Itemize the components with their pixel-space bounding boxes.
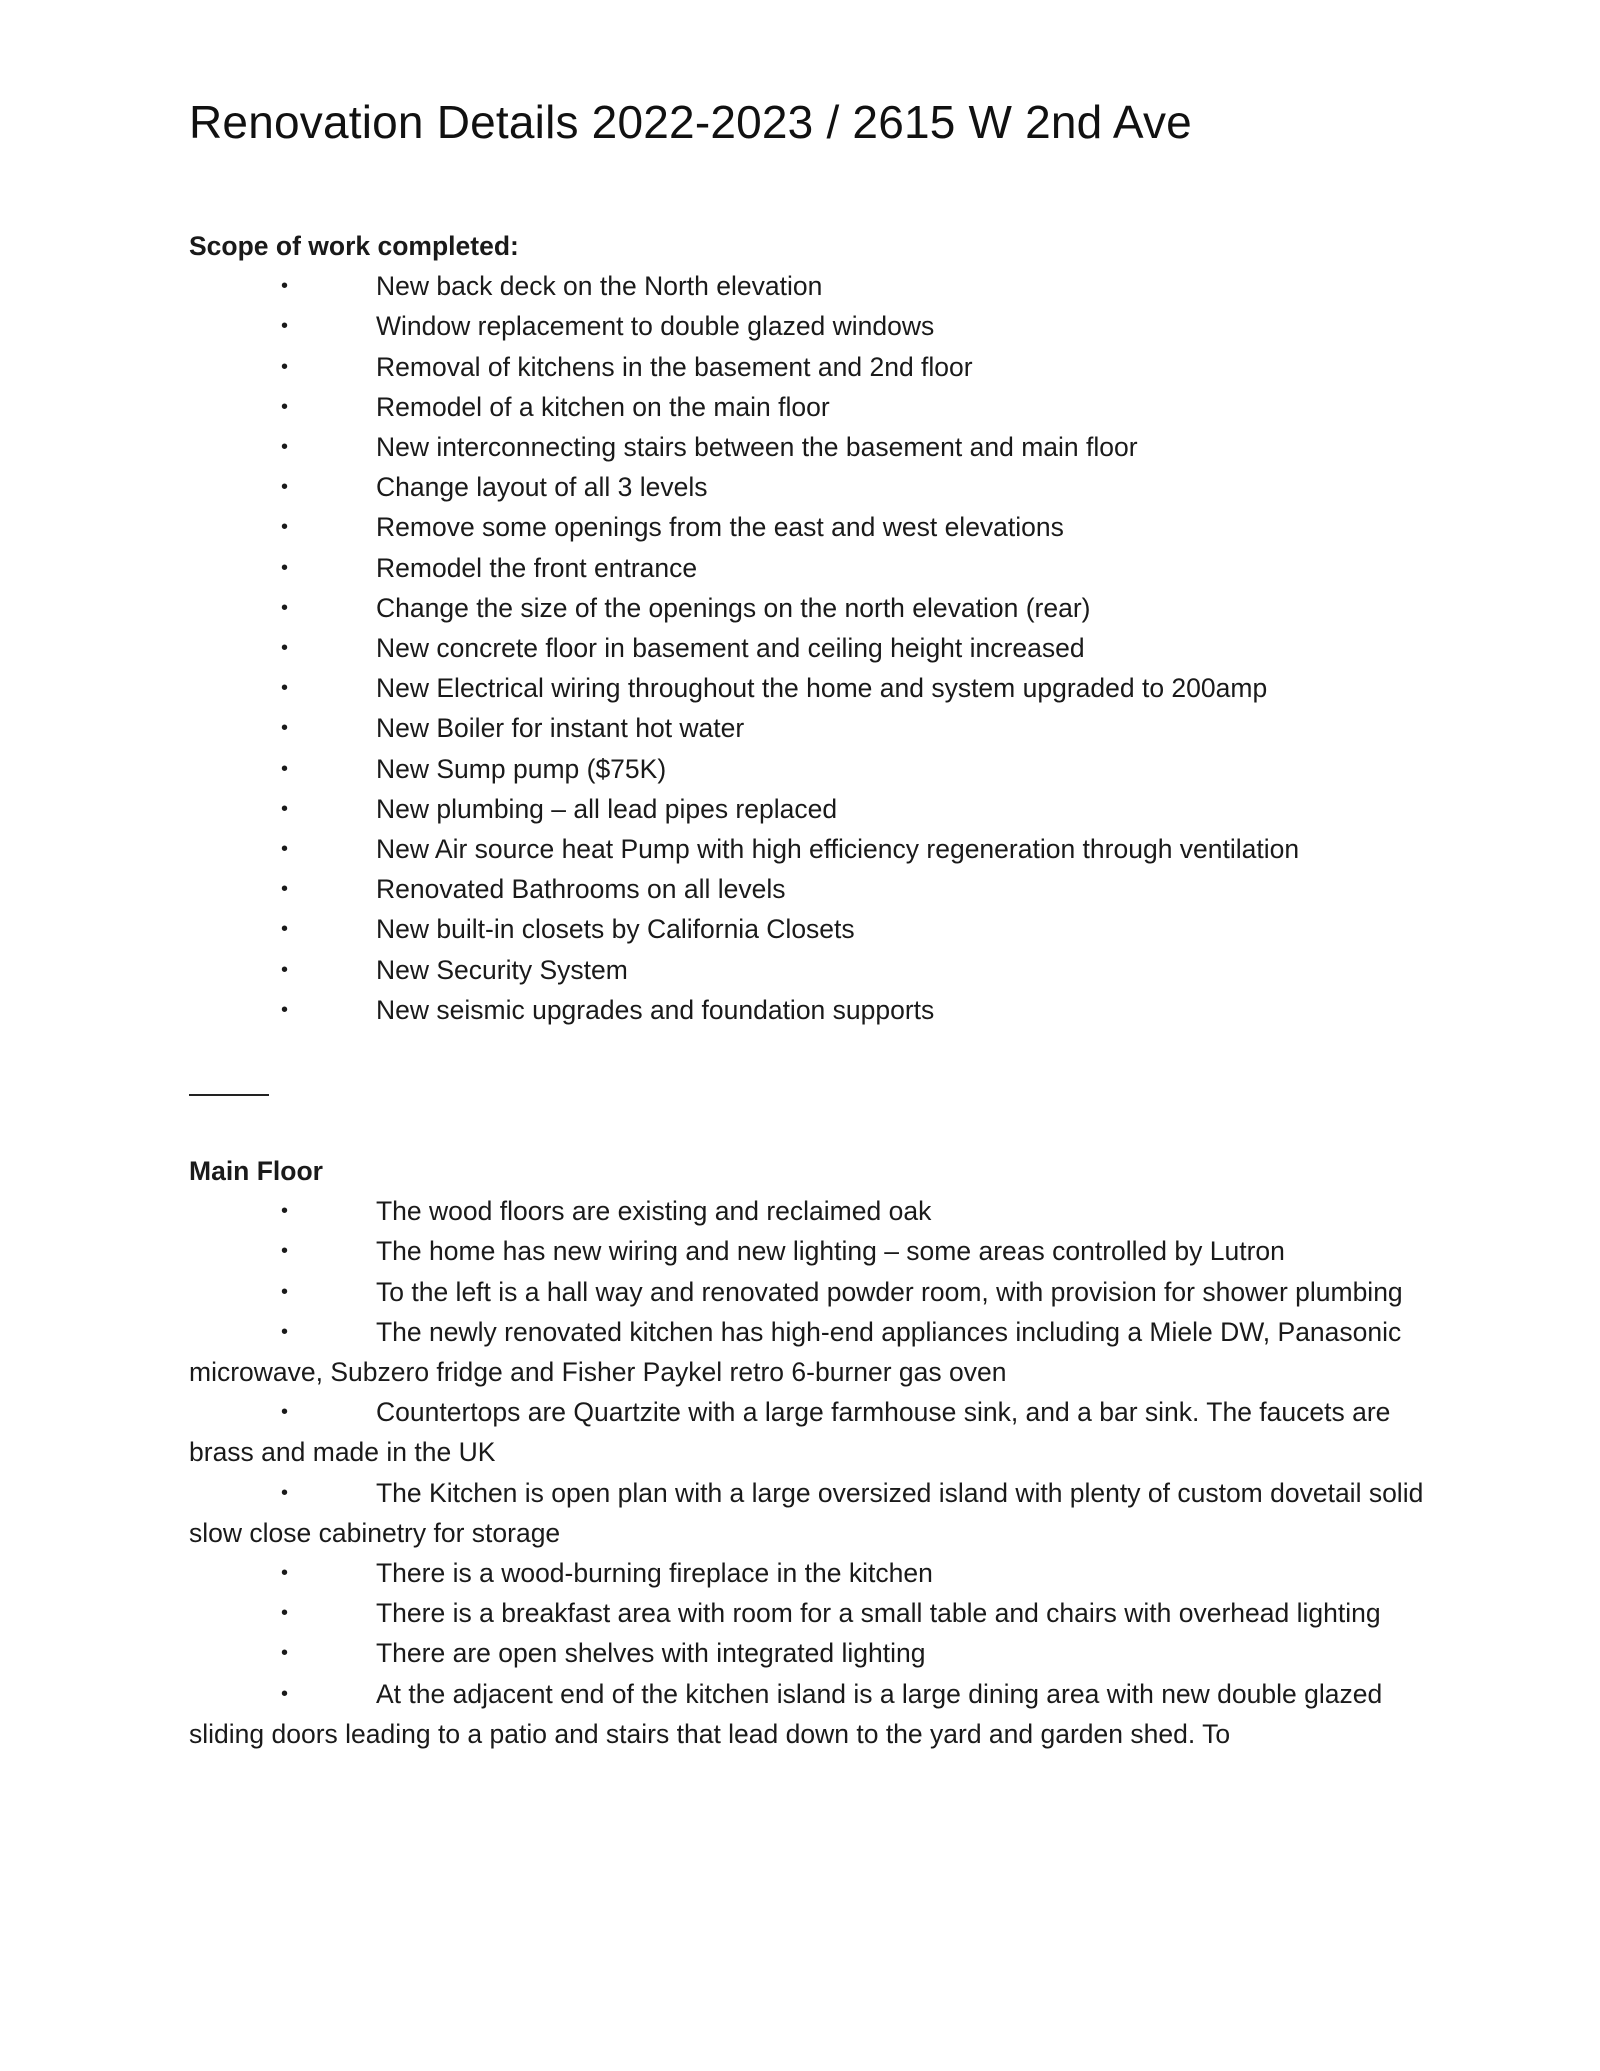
- list-item: [189, 829, 1439, 869]
- list-item-text: At the adjacent end of the kitchen island is a large dining area with new double glazed sliding doors leading to a patio and stairs that lead down to the yard and garden shed. To: [189, 1678, 1383, 1749]
- bullet-icon: •: [281, 1602, 289, 1625]
- bullet-icon: •: [281, 355, 289, 378]
- list-item-text: Remodel the front entrance: [376, 552, 698, 583]
- bullet-icon: •: [281, 476, 289, 499]
- list-item: [189, 427, 1439, 467]
- list-item: [189, 789, 1439, 829]
- section-divider: [189, 1094, 269, 1096]
- list-item: [189, 1272, 1439, 1312]
- bullet-icon: •: [281, 918, 289, 941]
- list-item-text: The Kitchen is open plan with a large oversized island with plenty of custom dovetail solid slow close cabinetry for storage: [189, 1477, 1424, 1548]
- list-item-text: There are open shelves with integrated lighting: [376, 1638, 926, 1669]
- main-floor-list: [189, 1191, 1439, 1754]
- list-item: [189, 1191, 1439, 1231]
- bullet-icon: •: [281, 1200, 289, 1223]
- bullet-icon: •: [281, 395, 289, 418]
- list-item: [189, 1312, 1439, 1392]
- list-item-text: Remove some openings from the east and west elevations: [376, 512, 1064, 543]
- list-item-text: Remodel of a kitchen on the main floor: [376, 391, 830, 422]
- list-item: [189, 507, 1439, 547]
- list-item: [189, 1553, 1439, 1593]
- list-item: [189, 708, 1439, 748]
- main-floor-section: [189, 1151, 1439, 1754]
- bullet-icon: •: [281, 1240, 289, 1263]
- bullet-icon: •: [281, 1280, 289, 1303]
- bullet-icon: •: [281, 516, 289, 539]
- list-item-text: New Boiler for instant hot water: [376, 713, 745, 744]
- bullet-icon: •: [281, 998, 289, 1021]
- list-item: [189, 1633, 1439, 1673]
- scope-section: [189, 226, 1439, 1030]
- list-item-text: New Sump pump ($75K): [376, 753, 667, 784]
- bullet-icon: •: [281, 637, 289, 660]
- bullet-icon: •: [281, 958, 289, 981]
- list-item: [189, 387, 1439, 427]
- list-item: [189, 548, 1439, 588]
- scope-list: [189, 266, 1439, 1030]
- list-item: [189, 1674, 1439, 1754]
- scope-heading: Scope of work completed:: [189, 231, 519, 261]
- list-item: [189, 668, 1439, 708]
- list-item: [189, 909, 1439, 949]
- list-item: [189, 1392, 1439, 1472]
- bullet-icon: •: [281, 838, 289, 861]
- list-item: [189, 467, 1439, 507]
- list-item: [189, 628, 1439, 668]
- bullet-icon: •: [281, 596, 289, 619]
- main-floor-heading: Main Floor: [189, 1156, 323, 1186]
- list-item-text: There is a wood-burning fireplace in the kitchen: [376, 1558, 933, 1589]
- bullet-icon: •: [281, 315, 289, 338]
- list-item-text: New built-in closets by California Closets: [376, 914, 855, 945]
- list-item-text: Renovated Bathrooms on all levels: [376, 874, 786, 905]
- list-item-text: Change layout of all 3 levels: [376, 472, 708, 503]
- list-item: [189, 1593, 1439, 1633]
- list-item-text: Window replacement to double glazed windows: [376, 311, 935, 342]
- list-item-text: To the left is a hall way and renovated powder room, with provision for shower plumbing: [376, 1276, 1403, 1307]
- list-item: [189, 1231, 1439, 1271]
- list-item-text: New seismic upgrades and foundation supports: [376, 994, 935, 1025]
- list-item-text: New plumbing – all lead pipes replaced: [376, 793, 838, 824]
- bullet-icon: •: [281, 717, 289, 740]
- list-item-text: Countertops are Quartzite with a large farmhouse sink, and a bar sink. The faucets are brass and made in the UK: [189, 1397, 1391, 1468]
- list-item: [189, 869, 1439, 909]
- bullet-icon: •: [281, 556, 289, 579]
- bullet-icon: •: [281, 1642, 289, 1665]
- list-item-text: Change the size of the openings on the north elevation (rear): [376, 592, 1091, 623]
- bullet-icon: •: [281, 1562, 289, 1585]
- list-item: [189, 749, 1439, 789]
- list-item-text: Removal of kitchens in the basement and 2nd floor: [376, 351, 973, 382]
- bullet-icon: •: [281, 1320, 289, 1343]
- bullet-icon: •: [281, 797, 289, 820]
- list-item: [189, 1473, 1439, 1553]
- bullet-icon: •: [281, 757, 289, 780]
- list-item-text: The wood floors are existing and reclaimed oak: [376, 1196, 932, 1227]
- bullet-icon: •: [281, 1401, 289, 1424]
- list-item: [189, 306, 1439, 346]
- bullet-icon: •: [281, 677, 289, 700]
- list-item-text: New Security System: [376, 954, 628, 985]
- list-item-text: New concrete floor in basement and ceiling height increased: [376, 633, 1085, 664]
- list-item: [189, 347, 1439, 387]
- list-item: [189, 588, 1439, 628]
- list-item-text: New Electrical wiring throughout the home and system upgraded to 200amp: [376, 673, 1268, 704]
- list-item-text: New interconnecting stairs between the basement and main floor: [376, 432, 1138, 463]
- bullet-icon: •: [281, 1682, 289, 1705]
- bullet-icon: •: [281, 878, 289, 901]
- list-item-text: New back deck on the North elevation: [376, 271, 823, 302]
- bullet-icon: •: [281, 1481, 289, 1504]
- list-item-text: The home has new wiring and new lighting – some areas controlled by Lutron: [376, 1236, 1285, 1267]
- bullet-icon: •: [281, 436, 289, 459]
- document-title: Renovation Details 2022-2023 / 2615 W 2nd Ave: [189, 96, 1192, 148]
- list-item-text: The newly renovated kitchen has high-end appliances including a Miele DW, Panasonic microwave, Subzero fridge and Fisher Paykel retro 6-burner gas oven: [189, 1316, 1402, 1388]
- list-item: [189, 990, 1439, 1030]
- list-item-text: There is a breakfast area with room for a small table and chairs with overhead lighting: [376, 1598, 1381, 1629]
- list-item: [189, 950, 1439, 990]
- list-item: [189, 266, 1439, 306]
- list-item-text: New Air source heat Pump with high efficiency regeneration through ventilation: [376, 834, 1300, 865]
- bullet-icon: •: [281, 275, 289, 298]
